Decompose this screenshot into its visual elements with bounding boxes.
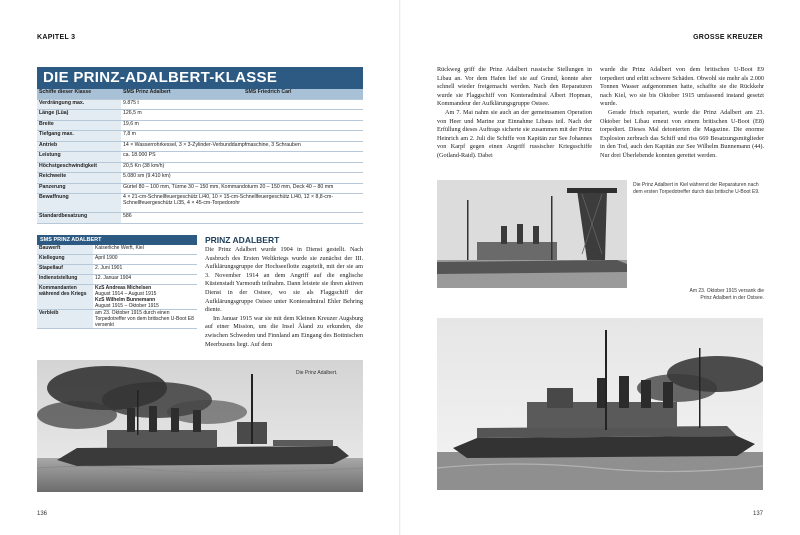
spec-value: 9.875 t [121, 99, 363, 110]
spec-row [37, 183, 363, 194]
ship-label: Indienststellung [37, 275, 93, 285]
chapter-header: KAPITEL 3 [37, 34, 76, 41]
ship-value: 12. Januar 1904 [93, 275, 197, 285]
ship-label: Kommandanten während des Kriegs [37, 285, 93, 310]
photo-dock [437, 180, 627, 288]
spec-value: 7,8 m [121, 131, 363, 142]
page-gutter [399, 0, 401, 535]
commander-dates: August 1914 – August 1915 [95, 291, 157, 297]
spec-label: Tiefgang max. [37, 131, 121, 142]
spec-value: 586 [121, 213, 363, 224]
spec-value: 5.080 sm (9.410 km) [121, 173, 363, 184]
ship-row [37, 310, 197, 329]
ship-row [37, 245, 197, 255]
spec-label: Verdrängung max. [37, 99, 121, 110]
spec-row [37, 194, 363, 213]
ship-value: 2. Juni 1901 [93, 265, 197, 275]
ship-sea-illustration [437, 318, 763, 490]
ship-illustration [37, 360, 363, 492]
spec-row [37, 162, 363, 173]
spec-row [37, 99, 363, 110]
spec-label: Standardbesatzung [37, 213, 121, 224]
spec-row [37, 173, 363, 184]
article-column-1 [205, 246, 363, 349]
article-column-2 [437, 66, 592, 161]
paragraph: Rückweg griff die Prinz Adalbert russische Stellungen in Libau an. Vor dem Hafen lief sie auf Grund, konnte aber schnell wieder freigemacht werden. Nach den Reparaturen wurde sie Flaggschiff von Konteradmiral Albert Hopman, Kommandeur der Aufklärungsgruppe Ostsee. [437, 66, 592, 108]
ship-box-title: SMS PRINZ ADALBERT [37, 235, 197, 245]
spec-row [37, 110, 363, 121]
page-number-right: 137 [752, 511, 763, 517]
spec-label: Antrieb [37, 141, 121, 152]
ship-commanders [93, 285, 197, 310]
ship-table [37, 245, 197, 329]
spec-head-cell: SMS Friedrich Carl [243, 89, 363, 99]
article-heading: PRINZ ADALBERT [205, 235, 280, 245]
paragraph: Die Prinz Adalbert wurde 1904 in Dienst gestellt. Nach Ausbruch des Ersten Weltkriegs wurde sie zunächst der III. Aufklärungsgruppe der Hochseeflotte zugeteilt, mit der sie am 3. November 1914 an dem Angriff auf die englische Küstenstadt Yarmouth teilnahm. Dann leistete sie ihren aktiven Dienst in der Ostsee, wo sie als Flaggschiff der Aufklärungsgruppe Ostsee unter Konteradmiral Ehler Behring diente. [205, 246, 363, 314]
spec-label: Breite [37, 120, 121, 131]
commander-dates: August 1915 – Oktober 1915 [95, 303, 159, 309]
photo-prinz-adalbert-sea [437, 318, 763, 490]
spec-row [37, 131, 363, 142]
caption-photo-dock: Die Prinz Adalbert in Kiel während der Reparaturen nach dem ersten Torpedotreffer durch das britische U-Boot E9. [633, 182, 760, 195]
dock-illustration [437, 180, 627, 288]
spec-label: Höchstgeschwindigkeit [37, 162, 121, 173]
spec-value: 20,5 Kn (38 km/h) [121, 162, 363, 173]
ship-row [37, 275, 197, 285]
spec-value: 4 × 21-cm-Schnellfeuergeschütz L/40, 10 × 15-cm-Schnellfeuergeschütz L/40, 12 × 8,8-cm-Schnellfeuergeschütz L/35, 4 × 45-cm-Torpedorohr [121, 194, 363, 213]
spec-table [37, 89, 363, 224]
spec-table-title: DIE PRINZ-ADALBERT-KLASSE [37, 67, 363, 89]
spec-head-cell: SMS Prinz Adalbert [121, 89, 243, 99]
photo-prinz-adalbert [37, 360, 363, 492]
ship-label: Bauwerft [37, 245, 93, 255]
spec-row [37, 120, 363, 131]
article-column-3 [600, 66, 764, 161]
caption-photo-left: Die Prinz Adalbert. [296, 370, 338, 376]
ship-value: Kaiserliche Werft, Kiel [93, 245, 197, 255]
commander-name: KzS Andreas Michelsen [95, 285, 152, 291]
spec-label: Reichweite [37, 173, 121, 184]
paragraph: wurde die Prinz Adalbert von dem britischen U-Boot E9 torpediert und erlitt schwere Schäden. Obwohl sie mehr als 2.000 Tonnen Wasser aufgenommen hatte, schaffte sie die Rückkehr nach Kiel, wo sie bis Oktober 1915 umfassend instand gesetzt wurde. [600, 66, 764, 108]
ship-row [37, 285, 197, 310]
paragraph: Im Januar 1915 war sie mit dem Kleinen Kreuzer Augsburg auf einer Mission, um die Insel Åland zu erkunden, die zwischen Schweden und Finnland am Eingang des Bottnischen Meerbusens liegt. Auf dem [205, 314, 363, 348]
commander-name: KzS Wilhelm Bunnemann [95, 297, 156, 303]
ship-label: Verbleib [37, 310, 93, 329]
paragraph: Gerade frisch repariert, wurde die Prinz Adalbert am 23. Oktober bei Libau erneut von einem britischen U-Boot (E8) torpediert. Dieses Mal detonierten die Magazine. Die enorme Explosion zerbrach das Schiff und riss 669 Besatzungsmitglieder in den Tod, auch den Kapitän zur See Wilhelm Bunnemann (44). Nur drei Überlebende konnten gerettet werden. [600, 108, 764, 159]
spec-label: Länge (Lüa) [37, 110, 121, 121]
ship-label: Stapellauf [37, 265, 93, 275]
caption-photo-right: Am 23. Oktober 1915 versank die Prinz Adalbert in der Ostsee. [689, 288, 764, 301]
ship-label: Kiellegung [37, 255, 93, 265]
section-header: GROSSE KREUZER [693, 34, 763, 41]
page-number-left: 136 [37, 511, 48, 517]
spec-value: Gürtel 80 – 100 mm, Türme 30 – 150 mm, Kommandoturm 20 – 150 mm, Deck 40 – 80 mm [121, 183, 363, 194]
ship-value: April 1900 [93, 255, 197, 265]
ship-row [37, 255, 197, 265]
spec-label: Leistung [37, 152, 121, 163]
spec-table-head-row [37, 89, 363, 99]
spec-value: 19,6 m [121, 120, 363, 131]
spec-value: 14 × Wasserrohrkessel, 3 × 3-Zylinder-Verbunddampfmaschine, 3 Schrauben [121, 141, 363, 152]
spec-value: 126,5 m [121, 110, 363, 121]
ship-value: am 23. Oktober 1915 durch einen Torpedotreffer von dem britischen U-Boot E8 versenkt [93, 310, 197, 329]
ship-row [37, 265, 197, 275]
spec-value: ca. 18.000 PS [121, 152, 363, 163]
spec-row [37, 152, 363, 163]
spec-label: Bewaffnung [37, 194, 121, 213]
spec-row [37, 213, 363, 224]
spec-row [37, 141, 363, 152]
spec-head-cell: Schiffe dieser Klasse [37, 89, 121, 99]
paragraph: Am 7. Mai nahm sie auch an der gemeinsamen Operation von Heer und Marine zur Einnahme Libaus teil. Nach der Erfüllung dieses Auftrags sicherte sie zusammen mit der Prinz Heinrich am 2. Juli die Schiffe von Kapitän zur See Johannes von Karpf gegen einen Angriff russischer Kriegsschiffe (Gotland-Raid). Dabei [437, 108, 592, 159]
spec-label: Panzerung [37, 183, 121, 194]
